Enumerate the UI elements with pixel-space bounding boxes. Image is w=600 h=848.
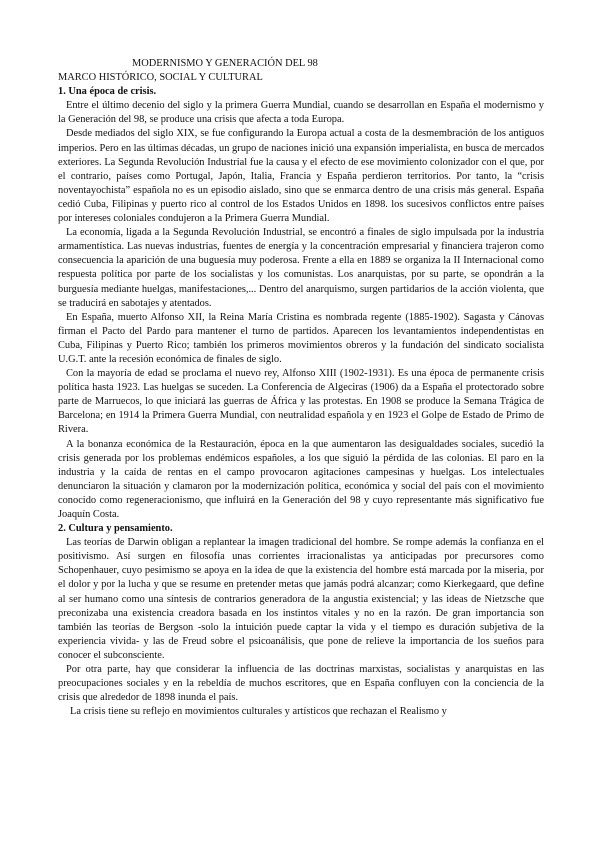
- paragraph: Entre el último decenio del siglo y la primera Guerra Mundial, cuando se desarrollan en España el modernismo y la Generación del 98, se produce una crisis que afecta a toda Europa.: [58, 100, 544, 126]
- document-subtitle: MARCO HISTÓRICO, SOCIAL Y CULTURAL: [58, 72, 263, 84]
- section-heading-1: 1. Una época de crisis.: [58, 86, 157, 98]
- document-page: [58, 57, 544, 719]
- paragraph: Por otra parte, hay que considerar la influencia de las doctrinas marxistas, socialistas y anarquistas en las preocupaciones sociales y en la rebeldía de muchos escritores, que en España confluyen con la conciencia de la crisis que alrededor de 1898 inunda el país.: [58, 664, 544, 704]
- paragraph: La crisis tiene su reflejo en movimientos culturales y artísticos que rechazan el Realismo y: [70, 706, 447, 718]
- paragraph: Con la mayoría de edad se proclama el nuevo rey, Alfonso XIII (1902-1931). Es una época de permanente crisis política hasta 1923. Las huelgas se suceden. La Conferencia de Algeciras (1906) da a España el protectorado sobre parte de Marruecos, lo que iniciará las guerras de África y las protestas. En 1908 se produce la Semana Trágica de Barcelona; en 1914 la Primera Guerra Mundial, con neutralidad española y en 1923 el Golpe de Estado de Primo de Rivera.: [58, 368, 544, 436]
- paragraph: A la bonanza económica de la Restauración, época en la que aumentaron las desigualdades sociales, sucedió la crisis generada por los problemas endémicos españoles, a los que siguió la pérdida de las colonias. El paro en la industria y la caída de rentas en el campo provocaron agitaciones campesinas y huelgas. Los intelectuales denunciaron la situación y clamaron por la modernización política, económica y social del país con el movimiento conocido como regeneracionismo, que influirá en la Generación del 98 y cuyo representante más significativo fue Joaquín Costa.: [58, 438, 544, 520]
- paragraph: La economía, ligada a la Segunda Revolución Industrial, se encontró a finales de siglo impulsada por la industria armamentística. Las nuevas industrias, fuentes de energía y la concentración empresarial y financiera trajeron como consecuencia la aparición de una buguesía muy poderosa. Frente a ella en 1889 se organiza la II Internacional como respuesta política por parte de los socialistas y los comunistas. Los anarquistas, por su parte, se opondrán a la burguesía mediante huelgas, manifestaciones,... Dentro del anarquismo, surgen partidarios de la acción violenta, que se traducirá en sabotajes y atentados.: [58, 227, 544, 309]
- section-heading-2: 2. Cultura y pensamiento.: [58, 523, 173, 535]
- paragraph: Desde mediados del siglo XIX, se fue configurando la Europa actual a costa de la desmembración de los antiguos imperios. Pero en las últimas décadas, un grupo de naciones inició una expansión imperialista, en busca de mercados exteriores. La Segunda Revolución Industrial fue la causa y el efecto de ese movimiento colonizador con el que, por el contrario, países como Portugal, Japón, Italia, Francia y España perdieron territorios. Por tanto, la “crisis noventayochista” española no es un episodio aislado, sino que se enmarca dentro de una crisis más general. España cedió Cuba, Filipinas y puerto rico al control de los Estados Unidos en 1898. los sucesivos conflictos entre países por intereses coloniales condujeron a la Primera Guerra Mundial.: [58, 128, 544, 225]
- paragraph: En España, muerto Alfonso XII, la Reina María Cristina es nombrada regente (1885-1902). Sagasta y Cánovas firman el Pacto del Pardo para mantener el turno de partidos. Aparecen los levantamientos independentistas en Cuba, Filipinas y Puerto Rico; también los primeros movimientos obreros y la fundación del sindicato socialista U.G.T. ante la recesión económica de finales de siglo.: [58, 311, 544, 365]
- document-title: MODERNISMO Y GENERACIÓN DEL 98: [132, 58, 318, 69]
- paragraph: Las teorías de Darwin obligan a replantear la imagen tradicional del hombre. Se rompe además la confianza en el positivismo. Así surgen en filosofía unas corrientes irracionalistas ya anticipadas por precursores como Schopenhauer, cuyo pesimismo se apoya en la idea de que la existencia del hombre está marcada por la miseria, por el dolor y por la lucha y que se resume en pretender metas que jamás podrá alcanzar; como Kierkegaard, que define al ser humano como una síntesis de contrarios generadora de la angustia existencial; y las ideas de Nietzsche que preconizaba una existencia creadora basada en los instintos vitales y no en la razón. De gran importancia son también las teorías de Bergson -solo la intuición puede captar la vida y el tiempo es duración subjetiva de la experiencia vivida- y las de Freud sobre el psicoanálisis, que pone de relieve la importancia de los sueños para conocer el subconsciente.: [58, 537, 544, 661]
